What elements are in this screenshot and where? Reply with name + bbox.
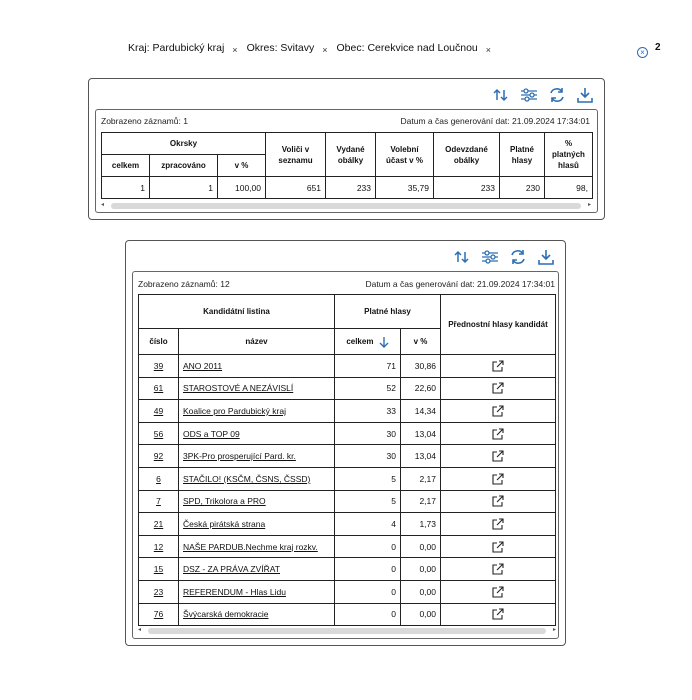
party-number-link[interactable]: 76 — [153, 609, 164, 620]
filter-kraj-label: Kraj: Pardubický kraj — [128, 42, 225, 54]
sort-icon[interactable] — [453, 249, 471, 265]
cell-prednostni — [441, 513, 556, 536]
filter-okres — [247, 42, 337, 54]
col-celkem-label: celkem — [346, 336, 374, 346]
col-volici: Voliči v seznamu — [266, 133, 326, 177]
cell-prednostni — [441, 445, 556, 468]
cell-celkem: 71 — [335, 355, 401, 378]
cell-platne: 230 — [500, 177, 545, 199]
external-link-icon[interactable] — [492, 360, 504, 372]
cell-cislo[interactable] — [139, 422, 179, 445]
external-link-icon[interactable] — [492, 382, 504, 394]
external-link-icon[interactable] — [492, 518, 504, 530]
col-celkem-sort[interactable] — [335, 329, 401, 355]
filter-bar — [128, 42, 500, 54]
cell-pct: 22,60 — [401, 377, 441, 400]
cell-nazev[interactable] — [179, 355, 335, 378]
party-name-link[interactable]: NAŠE PARDUB.Nechme kraj rozkv. — [183, 541, 318, 552]
cell-pct-platnych: 98, — [545, 177, 593, 199]
col-nazev: název — [179, 329, 335, 355]
filter-obec — [337, 42, 501, 54]
summary-scrollbar[interactable] — [101, 201, 591, 210]
scroll-thumb[interactable] — [111, 203, 581, 209]
cell-cislo[interactable] — [139, 400, 179, 423]
scroll-left-icon[interactable]: ◂ — [138, 627, 142, 633]
cell-nazev[interactable] — [179, 513, 335, 536]
cell-pct: 13,04 — [401, 422, 441, 445]
cell-nazev[interactable] — [179, 377, 335, 400]
cell-celkem: 30 — [335, 445, 401, 468]
table-row — [139, 580, 556, 603]
cell-pct: 1,73 — [401, 513, 441, 536]
col-vydane: Vydané obálky — [326, 133, 376, 177]
cell-nazev[interactable] — [179, 400, 335, 423]
cell-celkem: 0 — [335, 603, 401, 626]
download-icon[interactable] — [537, 249, 555, 265]
party-number-link[interactable]: 21 — [153, 518, 164, 529]
cell-celkem: 5 — [335, 490, 401, 513]
cell-celkem: 1 — [102, 177, 150, 199]
table-row — [139, 467, 556, 490]
cell-prednostni — [441, 400, 556, 423]
cell-nazev[interactable] — [179, 445, 335, 468]
cell-pct: 30,86 — [401, 355, 441, 378]
summary-toolbar — [492, 87, 594, 103]
external-link-icon[interactable] — [492, 405, 504, 417]
external-link-icon[interactable] — [492, 495, 504, 507]
cell-celkem: 0 — [335, 580, 401, 603]
scroll-right-icon[interactable]: ▸ — [552, 627, 556, 633]
cell-prednostni — [441, 603, 556, 626]
cell-nazev[interactable] — [179, 603, 335, 626]
cell-prednostni — [441, 377, 556, 400]
party-name-link[interactable]: STAROSTOVÉ A NEZÁVISLÍ — [183, 383, 294, 394]
col-okrsky: Okrsky — [102, 133, 266, 155]
results-scrollbar[interactable] — [138, 626, 556, 635]
cell-cislo[interactable] — [139, 535, 179, 558]
filter-settings-icon[interactable] — [520, 87, 538, 103]
external-link-icon[interactable] — [492, 473, 504, 485]
party-number-link[interactable]: 6 — [156, 473, 161, 484]
cell-pct: 100,00 — [218, 177, 266, 199]
party-name-link[interactable]: DSZ - ZA PRÁVA ZVÍŘAT — [183, 564, 280, 575]
cell-odevzdane: 233 — [434, 177, 500, 199]
cell-pct: 13,04 — [401, 445, 441, 468]
remove-filter-obec-icon[interactable]: × — [485, 45, 492, 55]
col-pct-platnych: % platných hlasů — [545, 133, 593, 177]
cell-cislo[interactable] — [139, 490, 179, 513]
cell-ucast: 35,79 — [376, 177, 434, 199]
party-number-link[interactable]: 49 — [153, 405, 164, 416]
edge-number: 2 — [655, 42, 661, 53]
cell-prednostni — [441, 490, 556, 513]
party-number-link[interactable]: 61 — [153, 383, 164, 394]
download-icon[interactable] — [576, 87, 594, 103]
party-name-link[interactable]: REFERENDUM - Hlas Lidu — [183, 586, 286, 597]
cell-celkem: 0 — [335, 558, 401, 581]
refresh-icon[interactable] — [509, 249, 527, 265]
external-link-icon[interactable] — [492, 586, 504, 598]
cell-pct: 0,00 — [401, 558, 441, 581]
filter-kraj — [128, 42, 247, 54]
scroll-right-icon[interactable]: ▸ — [587, 202, 591, 208]
table-row — [139, 513, 556, 536]
table-row — [102, 177, 593, 199]
cell-nazev[interactable] — [179, 467, 335, 490]
cell-prednostni — [441, 535, 556, 558]
results-toolbar — [453, 249, 555, 265]
table-row — [139, 355, 556, 378]
party-number-link[interactable]: 92 — [153, 451, 164, 462]
party-name-link[interactable]: STAČILO! (KSČM, ČSNS, ČSSD) — [183, 473, 311, 484]
external-link-icon[interactable] — [492, 541, 504, 553]
filter-okres-label: Okres: Svitavy — [246, 42, 315, 54]
table-row — [139, 535, 556, 558]
party-name-link[interactable]: ODS a TOP 09 — [183, 428, 240, 439]
col-pct: v % — [218, 155, 266, 177]
filter-obec-label: Obec: Cerekvice nad Loučnou — [336, 42, 478, 54]
results-panel — [125, 240, 566, 646]
external-link-icon[interactable] — [492, 563, 504, 575]
party-name-link[interactable]: SPD, Trikolora a PRO — [183, 496, 266, 507]
summary-table — [101, 132, 593, 199]
cell-prednostni — [441, 422, 556, 445]
external-link-icon[interactable] — [492, 428, 504, 440]
col-kandidatni-listina: Kandidátní listina — [139, 295, 335, 329]
sort-desc-icon[interactable] — [379, 336, 389, 348]
table-row — [139, 377, 556, 400]
scroll-left-icon[interactable]: ◂ — [101, 202, 105, 208]
cell-prednostni — [441, 558, 556, 581]
cell-celkem: 52 — [335, 377, 401, 400]
cell-pct: 2,17 — [401, 490, 441, 513]
sort-icon[interactable] — [492, 87, 510, 103]
cell-nazev[interactable] — [179, 558, 335, 581]
cell-celkem: 4 — [335, 513, 401, 536]
filter-settings-icon[interactable] — [481, 249, 499, 265]
cell-prednostni — [441, 580, 556, 603]
results-generated-at: Datum a čas generování dat: 21.09.2024 17:34:01 — [365, 279, 555, 289]
external-link-icon[interactable] — [492, 450, 504, 462]
cell-zpracovano: 1 — [150, 177, 218, 199]
party-name-link[interactable]: Koalice pro Pardubický kraj — [183, 405, 286, 416]
results-record-count: Zobrazeno záznamů: 12 — [138, 279, 230, 289]
party-number-link[interactable]: 23 — [153, 586, 164, 597]
col-zpracovano: zpracováno — [150, 155, 218, 177]
cell-celkem: 0 — [335, 535, 401, 558]
remove-filter-kraj-icon[interactable]: × — [232, 45, 238, 55]
cell-vydane: 233 — [326, 177, 376, 199]
col-cislo: číslo — [139, 329, 179, 355]
table-row — [139, 422, 556, 445]
cell-prednostni — [441, 355, 556, 378]
col-platne-hlasy: Platné hlasy — [335, 295, 441, 329]
col-platne: Platné hlasy — [500, 133, 545, 177]
summary-generated-at: Datum a čas generování dat: 21.09.2024 17:34:01 — [400, 116, 590, 126]
cell-cislo[interactable] — [139, 355, 179, 378]
cell-pct: 0,00 — [401, 580, 441, 603]
cell-cislo[interactable] — [139, 513, 179, 536]
cell-prednostni — [441, 467, 556, 490]
cell-nazev[interactable] — [179, 422, 335, 445]
table-row — [139, 558, 556, 581]
col-pct: v % — [401, 329, 441, 355]
cell-pct: 14,34 — [401, 400, 441, 423]
cell-nazev[interactable] — [179, 580, 335, 603]
cell-cislo[interactable] — [139, 445, 179, 468]
cell-celkem: 5 — [335, 467, 401, 490]
party-name-link[interactable]: 3PK-Pro prosperující Pard. kr. — [183, 451, 296, 462]
cell-cislo[interactable] — [139, 467, 179, 490]
table-row — [139, 445, 556, 468]
cell-pct: 0,00 — [401, 603, 441, 626]
scroll-thumb[interactable] — [148, 628, 546, 634]
party-name-link[interactable]: Česká pirátská strana — [183, 518, 266, 529]
cell-nazev[interactable] — [179, 490, 335, 513]
clear-filters-icon[interactable]: × — [637, 47, 648, 58]
summary-panel — [88, 78, 605, 220]
cell-nazev[interactable] — [179, 535, 335, 558]
party-number-link[interactable]: 39 — [153, 360, 164, 371]
external-link-icon[interactable] — [492, 608, 504, 620]
party-number-link[interactable]: 7 — [156, 496, 161, 507]
party-name-link[interactable]: ANO 2011 — [183, 360, 223, 371]
cell-cislo[interactable] — [139, 580, 179, 603]
cell-pct: 2,17 — [401, 467, 441, 490]
party-number-link[interactable]: 15 — [153, 564, 164, 575]
party-name-link[interactable]: Švýcarská demokracie — [183, 609, 269, 620]
results-body — [139, 355, 556, 626]
party-number-link[interactable]: 56 — [153, 428, 164, 439]
table-row — [139, 603, 556, 626]
cell-cislo[interactable] — [139, 558, 179, 581]
remove-filter-okres-icon[interactable]: × — [322, 45, 328, 55]
col-ucast: Volební účast v % — [376, 133, 434, 177]
cell-cislo[interactable] — [139, 603, 179, 626]
results-table — [138, 294, 556, 626]
table-row — [139, 400, 556, 423]
party-number-link[interactable]: 12 — [153, 541, 164, 552]
col-celkem: celkem — [102, 155, 150, 177]
refresh-icon[interactable] — [548, 87, 566, 103]
cell-pct: 0,00 — [401, 535, 441, 558]
cell-cislo[interactable] — [139, 377, 179, 400]
cell-celkem: 33 — [335, 400, 401, 423]
cell-volici: 651 — [266, 177, 326, 199]
col-odevzdane: Odevzdané obálky — [434, 133, 500, 177]
cell-celkem: 30 — [335, 422, 401, 445]
table-row — [139, 490, 556, 513]
col-prednostni-hlasy: Přednostní hlasy kandidát — [441, 295, 556, 355]
summary-record-count: Zobrazeno záznamů: 1 — [101, 116, 188, 126]
